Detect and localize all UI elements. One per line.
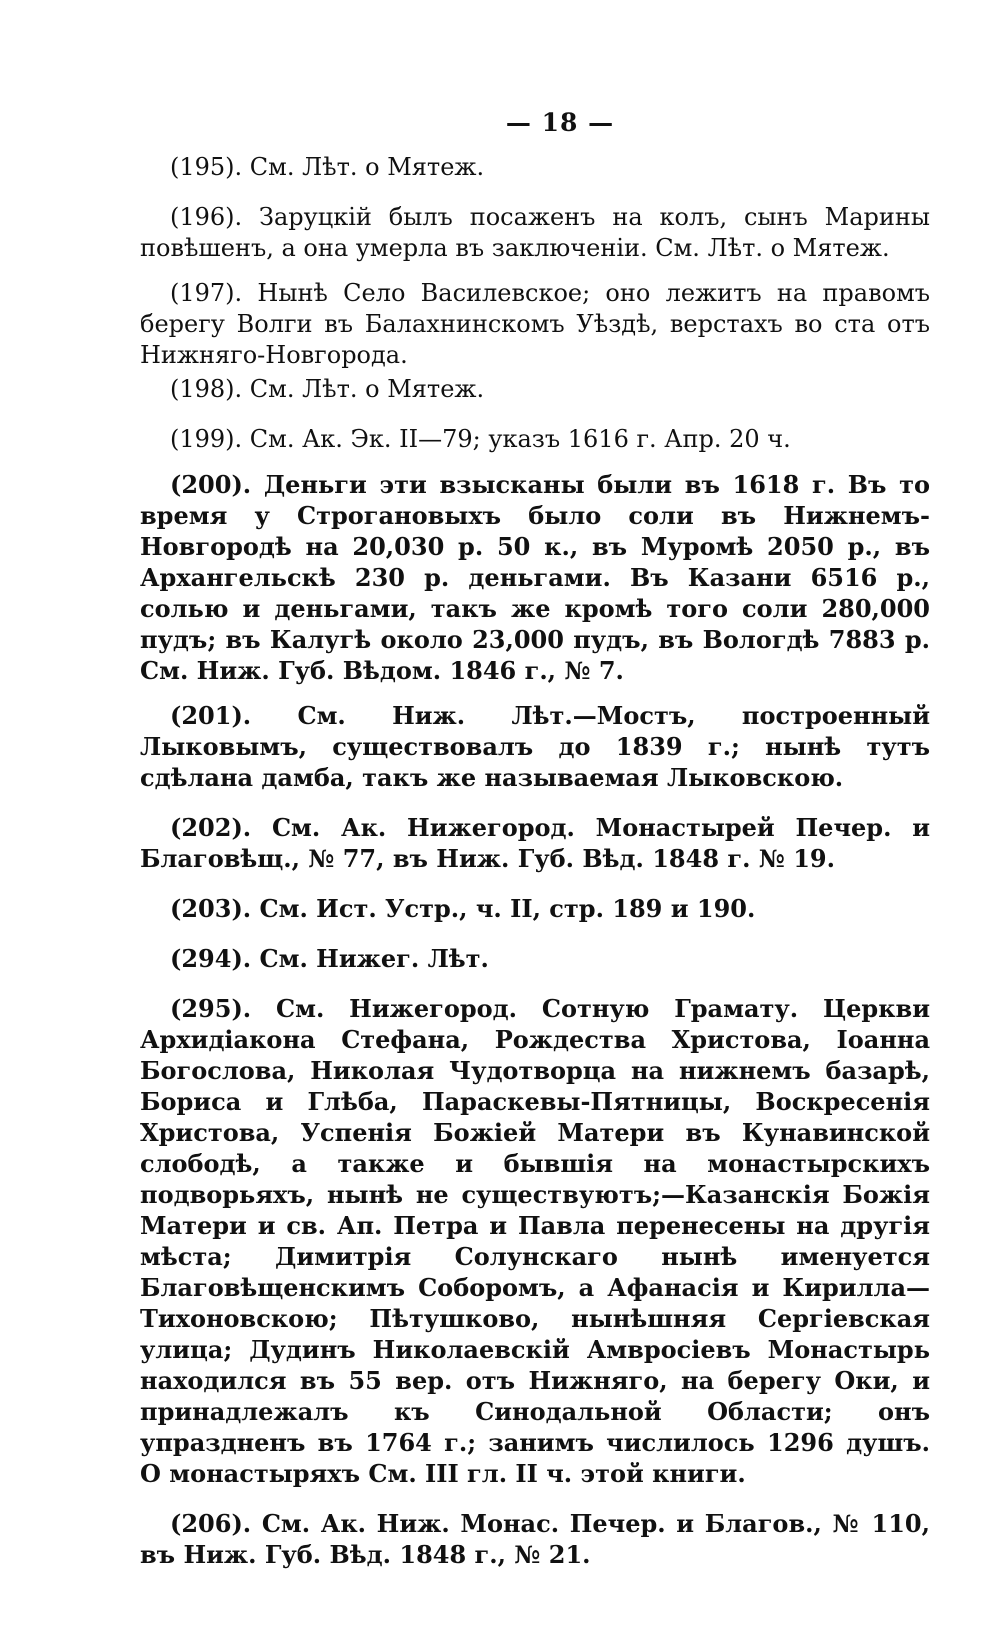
footnote-197: (197). Нынѣ Село Василевское; оно лежитъ на правомъ берегу Волги въ Балахнинскомъ Уѣздѣ, верстахъ во ста отъ Нижняго-Новгорода.: [140, 279, 930, 369]
footnote-198: (198). См. Лѣт. о Мятеж.: [170, 375, 485, 403]
footnote-202: (202). См. Ак. Нижегород. Монастырей Печер. и Благовѣщ., № 77, въ Ниж. Губ. Вѣд. 1848 г. № 19.: [140, 813, 930, 873]
footnote-295: (295). См. Нижегород. Сотную Грамату. Церкви Архидіакона Стефана, Рождества Христова, Іоанна Богослова, Николая Чудотворца на нижнемъ базарѣ, Бориса и Глѣба, Параскевы-Пятницы, Воскресенія Христова, Успенія Божіей Матери въ Кунавинской слободѣ, а также и бывшія на монастырскихъ подворьяхъ, нынѣ не существуютъ;—Казанскія Божія Матери и св. Ап. Петра и Павла перенесены на другія мѣста; Димитрія Солунскаго нынѣ именуется Благовѣщенскимъ Соборомъ, а Афанасія и Кирилла—Тихоновскою; Пѣтушково, нынѣшняя Сергіевская улица; Дудинъ Николаевскій Амвросіевъ Монастырь находился въ 55 вер. отъ Нижняго, на берегу Оки, и принадлежалъ къ Синодальной Области; онъ упраздненъ въ 1764 г.; занимъ числилось 1296 душъ. О монастыряхъ См. III гл. II ч. этой книги.: [140, 994, 930, 1488]
footnote-196: (196). Заруцкій былъ посаженъ на колъ, сынъ Марины повѣшенъ, а она умерла въ заключеніи. См. Лѣт. о Мятеж.: [140, 203, 930, 262]
footnote-206: (206). См. Ак. Ниж. Монас. Печер. и Благов., № 110, въ Ниж. Губ. Вѣд. 1848 г., № 21.: [140, 1509, 930, 1569]
footnotes-list: [140, 152, 930, 1570]
footnote-195: (195). См. Лѣт. о Мятеж.: [170, 153, 485, 181]
footnote-199: (199). См. Ак. Эк. II—79; указъ 1616 г. Апр. 20 ч.: [170, 425, 791, 453]
footnote-294: (294). См. Нижег. Лѣт.: [170, 944, 489, 973]
page-number: — 18 —: [505, 108, 615, 137]
footnote-200: (200). Деньги эти взысканы были въ 1618 г. Въ то время у Строгановыхъ было соли въ Нижнемъ-Новгородѣ на 20,030 р. 50 к., въ Муромѣ 2050 р., въ Архангельскѣ 230 р. деньгами. Въ Казани 6516 р., солью и деньгами, такъ же кромѣ того соли 280,000 пудъ; въ Калугѣ около 23,000 пудъ, въ Вологдѣ 7883 р. См. Ниж. Губ. Вѣдом. 1846 г., № 7.: [140, 470, 930, 685]
footnote-201: (201). См. Ниж. Лѣт.—Мостъ, построенный Лыковымъ, существовалъ до 1839 г.; нынѣ тутъ сдѣлана дамба, такъ же называемая Лыковскою.: [140, 701, 930, 792]
footnote-203: (203). См. Ист. Устр., ч. II, стр. 189 и 190.: [170, 894, 756, 923]
